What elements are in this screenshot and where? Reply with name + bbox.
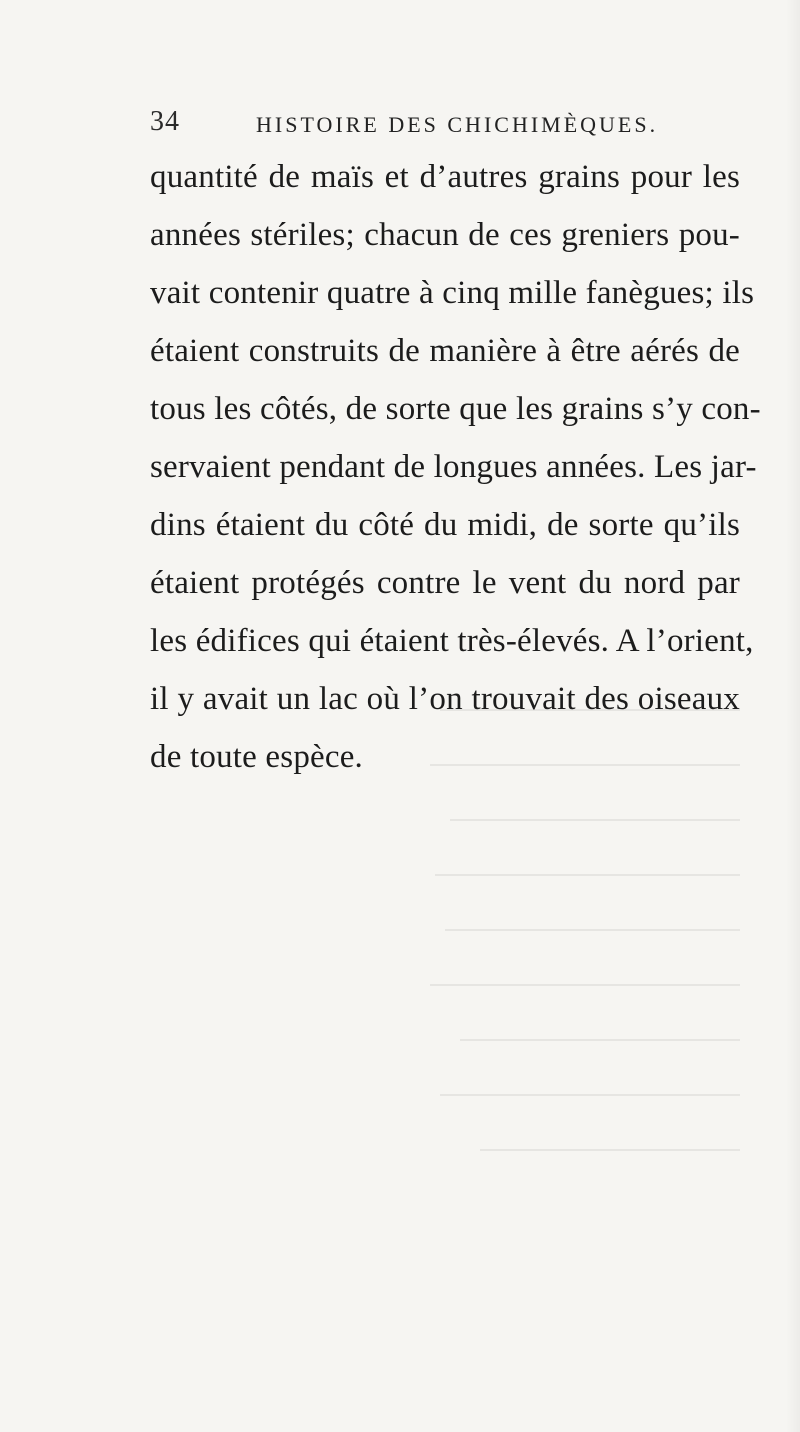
- text-line: tous les côtés, de sorte que les grains s’y con-: [150, 391, 761, 427]
- text-line: quantité de maïs et d’autres grains pour les: [150, 159, 740, 195]
- text-line: étaient protégés contre le vent du nord par: [150, 565, 740, 601]
- text-line: dins étaient du côté du midi, de sorte qu’ils: [150, 507, 740, 543]
- page-header: [150, 106, 750, 146]
- body-text: [150, 148, 761, 786]
- text-line: les édifices qui étaient très-élevés. A l’orient,: [150, 623, 754, 659]
- page-number: 34: [150, 106, 180, 137]
- text-line: vait contenir quatre à cinq mille fanègues; ils: [150, 275, 755, 311]
- text-line: servaient pendant de longues années. Les jar-: [150, 449, 757, 485]
- page-edge-shadow: [786, 0, 800, 1432]
- text-line-last: de toute espèce.: [150, 739, 364, 775]
- text-line: il y avait un lac où l’on trouvait des oiseaux: [150, 681, 740, 717]
- text-line: années stériles; chacun de ces greniers pou-: [150, 217, 740, 253]
- text-line: étaient construits de manière à être aérés de: [150, 333, 740, 369]
- running-title: HISTOIRE DES CHICHIMÈQUES.: [256, 112, 659, 137]
